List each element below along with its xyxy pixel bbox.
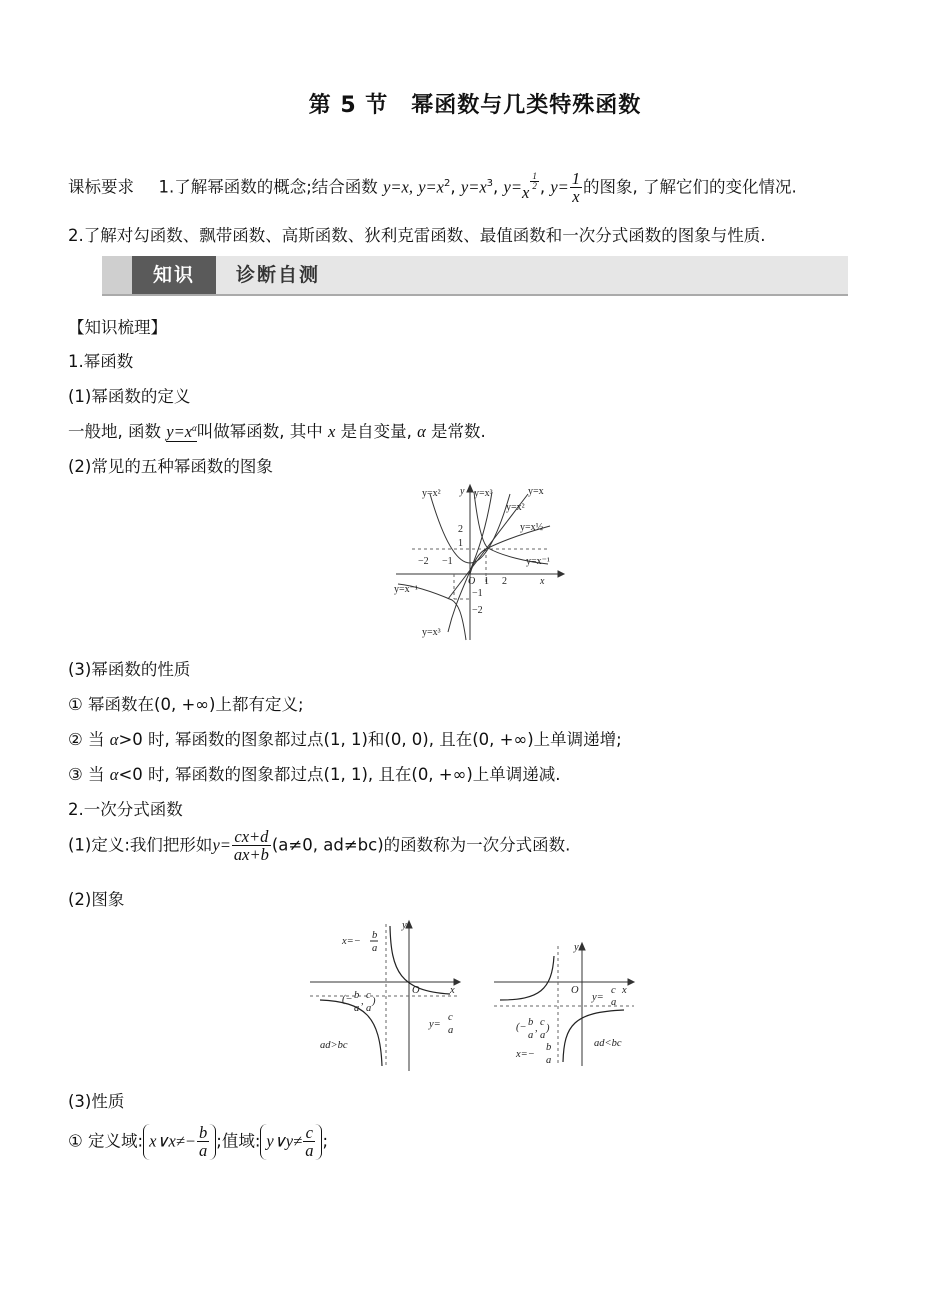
comma: , xyxy=(539,177,546,197)
comma: , xyxy=(493,177,499,197)
right-center-d: , xyxy=(535,1023,538,1034)
power-def-heading: (1)幂函数的定义 xyxy=(68,387,191,406)
text: 是自变量, xyxy=(340,422,412,441)
tick-1: 1 xyxy=(458,538,463,549)
fractional-prop-1: ① 定义域: x∨x≠− $\frac{b}{a}$ ;值域: y∨y≠ $\frac{c}{a}$ ; xyxy=(68,1123,328,1161)
left-center-d: , xyxy=(361,996,364,1007)
right-hlabel-den: a xyxy=(611,997,617,1008)
label-y-xm1-left: y=x⁻¹ xyxy=(394,584,418,595)
exp-half: $\frac{1}{2}$ xyxy=(532,170,537,192)
label-y-x: y=x xyxy=(528,486,544,497)
right-center-f: a xyxy=(540,1030,546,1041)
frac-1-over-x: $\frac{1}{x}$ xyxy=(571,169,581,207)
x-axis-arrow xyxy=(558,571,564,577)
def-function: $y=x^\alpha$ xyxy=(166,422,197,441)
right-vlabel-num: b xyxy=(546,1042,552,1053)
left-center-b: b xyxy=(354,990,360,1001)
power-prop-3: ③ 当 α<0 时, 幂函数的图象都过点(1, 1), 且在(0, +∞)上单调递减. xyxy=(68,765,561,784)
left-condition: ad>bc xyxy=(320,1040,348,1051)
power-prop-heading: (3)幂函数的性质 xyxy=(68,660,191,679)
domain-set: x∨x≠− $\frac{b}{a}$ xyxy=(143,1124,216,1160)
left-hlabel-den: a xyxy=(448,1025,454,1036)
func-sqrt: y= xyxy=(503,177,522,197)
label-origin: O xyxy=(468,576,476,587)
left-center-c: a xyxy=(354,1003,360,1014)
page-title: 第 5 节 幂函数与几类特殊函数 xyxy=(308,93,642,118)
power-definition xyxy=(68,418,486,442)
var-alpha: α xyxy=(417,422,426,441)
fractional-definition: (1)定义:我们把形如y= $\frac{cx+d}{ax+b}$ (a≠0, ad≠bc)的函数称为一次分式函数. xyxy=(68,827,571,865)
text: 一般地, 函数 xyxy=(68,422,161,441)
left-center-f: a xyxy=(366,1003,372,1014)
left-center-a: (− xyxy=(342,994,353,1005)
text: 叫做幂函数, 其中 xyxy=(196,422,323,441)
tick-m1: −1 xyxy=(442,556,453,567)
label-x-axis: x xyxy=(540,576,545,587)
right-center-b: b xyxy=(528,1017,534,1028)
y-axis-arrow xyxy=(467,485,473,492)
fractional-prop-heading: (3)性质 xyxy=(68,1092,125,1111)
label-y-axis: y xyxy=(460,486,465,497)
right-vlabel-den: a xyxy=(546,1055,552,1066)
func-yx2: y=x xyxy=(418,177,444,197)
label-y-x2b: y=x² xyxy=(506,502,525,513)
func-yx: y=x, xyxy=(383,177,413,197)
text: 是常数. xyxy=(431,422,486,441)
section-banner xyxy=(102,256,848,296)
tick-2: 2 xyxy=(458,524,463,535)
fractional-graph-heading: (2)图象 xyxy=(68,890,125,909)
base-x: x xyxy=(522,183,530,203)
left-y-axis-label: y xyxy=(402,920,407,931)
right-hlabel-num: c xyxy=(611,985,616,996)
comma: , xyxy=(450,177,456,197)
tick-x2: 2 xyxy=(502,576,507,587)
right-vlabel-prefix: x=− xyxy=(516,1049,535,1060)
requirements-item-1: 1.了解幂函数的概念;结合函数 xyxy=(158,177,378,197)
left-center-g: ) xyxy=(372,996,376,1007)
banner-label: 诊断自测 xyxy=(236,264,321,286)
requirements-line-1 xyxy=(68,170,797,206)
power-prop-2: ② 当 α>0 时, 幂函数的图象都过点(1, 1)和(0, 0), 且在(0, +∞)上单调递增; xyxy=(68,730,622,749)
section-header: 【知识梳理】 xyxy=(68,318,167,337)
power-prop-1: ① 幂函数在(0, +∞)上都有定义; xyxy=(68,695,304,714)
tick-ym2: −2 xyxy=(472,605,483,616)
exp-2: 2 xyxy=(444,177,451,189)
frac-cxd-axb: $\frac{cx+d}{ax+b}$ xyxy=(233,827,269,865)
right-hlabel-prefix: y= xyxy=(592,992,604,1003)
var-x: x xyxy=(328,422,336,441)
requirements-line-2: 2.了解对勾函数、飘带函数、高斯函数、狄利克雷函数、最值函数和一次分式函数的图象与性质. xyxy=(68,226,766,245)
left-vlabel-num: b xyxy=(372,930,378,941)
fractional-graph-left xyxy=(310,916,465,1076)
right-center-e: c xyxy=(540,1017,545,1028)
left-hlabel-prefix: y= xyxy=(429,1019,441,1030)
right-x-axis-label: x xyxy=(622,985,627,996)
right-origin-label: O xyxy=(571,985,579,996)
power-graph-heading: (2)常见的五种幂函数的图象 xyxy=(68,457,273,476)
func-yx3: y=x xyxy=(460,177,487,197)
right-condition: ad<bc xyxy=(594,1038,622,1049)
left-hlabel-num: c xyxy=(448,1012,453,1023)
label-y-x3b: y=x³ xyxy=(422,627,441,638)
right-center-c: a xyxy=(528,1030,534,1041)
left-origin-label: O xyxy=(412,985,420,996)
tick-m2: −2 xyxy=(418,556,429,567)
banner-tag: 知识 xyxy=(132,256,216,294)
right-center-a: (− xyxy=(516,1022,527,1033)
right-y-axis-label: y xyxy=(574,942,579,953)
label-y-xhalf: y=x½ xyxy=(520,522,544,533)
requirements-label: 课标要求 xyxy=(68,177,134,197)
left-x-axis-label: x xyxy=(450,985,455,996)
left-vlabel-prefix: x=− xyxy=(342,936,361,947)
fractional-graph-right xyxy=(494,940,644,1070)
func-inverse: y= xyxy=(550,177,569,197)
right-center-g: ) xyxy=(546,1023,550,1034)
tick-ym1: −1 xyxy=(472,588,483,599)
left-vlabel-den: a xyxy=(372,943,378,954)
requirements-item-1-end: 的图象, 了解它们的变化情况. xyxy=(583,177,797,197)
fractional-heading: 2.一次分式函数 xyxy=(68,800,183,819)
power-function-graph xyxy=(388,482,568,644)
exp-3: 3 xyxy=(486,177,494,189)
power-heading: 1.幂函数 xyxy=(68,352,134,371)
left-center-e: c xyxy=(366,990,371,1001)
range-set: y∨y≠ $\frac{c}{a}$ xyxy=(260,1124,322,1160)
banner-lead-block xyxy=(102,256,132,294)
tick-x1: 1 xyxy=(484,576,489,587)
label-y-x3: y=x³ xyxy=(474,488,493,499)
label-y-xm1-right: y=x⁻¹ xyxy=(526,556,550,567)
label-y-x2: y=x² xyxy=(422,488,441,499)
